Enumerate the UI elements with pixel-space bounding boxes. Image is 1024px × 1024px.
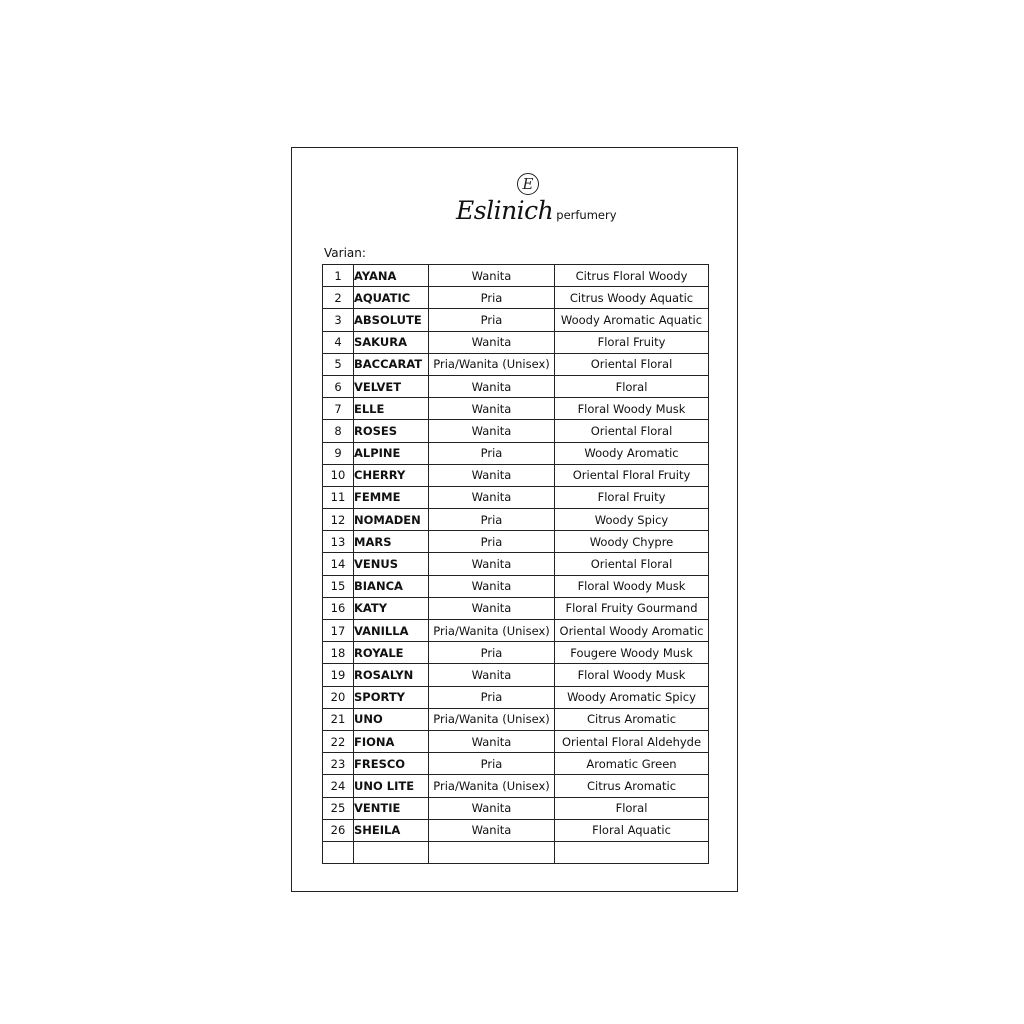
variant-number: 10 — [323, 464, 354, 486]
variant-gender: Pria — [429, 509, 555, 531]
variant-gender: Wanita — [429, 331, 555, 353]
table-row — [323, 753, 709, 775]
variant-name: FIONA — [354, 730, 429, 752]
table-row — [323, 597, 709, 619]
table-row — [323, 420, 709, 442]
variant-name: ROYALE — [354, 642, 429, 664]
variant-number: 23 — [323, 753, 354, 775]
table-row — [323, 841, 709, 863]
variant-name: ELLE — [354, 398, 429, 420]
variant-notes: Floral Woody Musk — [555, 575, 709, 597]
variant-number — [323, 841, 354, 863]
variant-notes: Oriental Woody Aromatic — [555, 620, 709, 642]
table-row — [323, 775, 709, 797]
variant-number: 19 — [323, 664, 354, 686]
table-row — [323, 398, 709, 420]
table-row — [323, 442, 709, 464]
table-row — [323, 553, 709, 575]
variant-number: 2 — [323, 287, 354, 309]
variant-number: 6 — [323, 375, 354, 397]
variant-gender: Pria — [429, 442, 555, 464]
variant-gender: Pria/Wanita (Unisex) — [429, 708, 555, 730]
variant-number: 13 — [323, 531, 354, 553]
variant-number: 22 — [323, 730, 354, 752]
variant-name: AQUATIC — [354, 287, 429, 309]
brand-tagline: perfumery — [556, 208, 617, 222]
variant-name: ROSALYN — [354, 664, 429, 686]
variant-number: 1 — [323, 265, 354, 287]
variant-notes: Oriental Floral Fruity — [555, 464, 709, 486]
variant-name: UNO LITE — [354, 775, 429, 797]
table-row — [323, 309, 709, 331]
variant-notes: Floral — [555, 375, 709, 397]
table-row — [323, 642, 709, 664]
variant-gender: Pria — [429, 309, 555, 331]
variant-number: 8 — [323, 420, 354, 442]
variant-notes: Oriental Floral — [555, 353, 709, 375]
variant-name: SHEILA — [354, 819, 429, 841]
variant-name: FRESCO — [354, 753, 429, 775]
variant-notes: Citrus Floral Woody — [555, 265, 709, 287]
variant-notes: Floral Aquatic — [555, 819, 709, 841]
variant-number: 20 — [323, 686, 354, 708]
variant-notes — [555, 841, 709, 863]
table-row — [323, 531, 709, 553]
variant-name: VENUS — [354, 553, 429, 575]
table-row — [323, 287, 709, 309]
variant-number: 26 — [323, 819, 354, 841]
variant-gender: Wanita — [429, 265, 555, 287]
varian-label: Varian: — [324, 246, 366, 260]
variant-number: 24 — [323, 775, 354, 797]
variant-gender: Wanita — [429, 398, 555, 420]
variant-gender: Wanita — [429, 819, 555, 841]
variant-gender: Pria — [429, 686, 555, 708]
variant-name: AYANA — [354, 265, 429, 287]
table-row — [323, 509, 709, 531]
variant-notes: Woody Aromatic Spicy — [555, 686, 709, 708]
variant-number: 18 — [323, 642, 354, 664]
variant-table — [322, 264, 709, 864]
variant-number: 25 — [323, 797, 354, 819]
brand-monogram-icon: E — [517, 173, 539, 195]
variant-gender: Pria/Wanita (Unisex) — [429, 620, 555, 642]
table-row — [323, 353, 709, 375]
variant-notes: Fougere Woody Musk — [555, 642, 709, 664]
variant-name: VANILLA — [354, 620, 429, 642]
variant-name: VELVET — [354, 375, 429, 397]
variant-name: ABSOLUTE — [354, 309, 429, 331]
variant-name: VENTIE — [354, 797, 429, 819]
variant-number: 15 — [323, 575, 354, 597]
variant-gender: Wanita — [429, 375, 555, 397]
variant-name: UNO — [354, 708, 429, 730]
variant-gender: Pria — [429, 287, 555, 309]
table-row — [323, 575, 709, 597]
table-row — [323, 686, 709, 708]
variant-name: BIANCA — [354, 575, 429, 597]
table-row — [323, 664, 709, 686]
brand-name: Eslinich — [456, 196, 554, 225]
variant-gender: Wanita — [429, 797, 555, 819]
variant-number: 14 — [323, 553, 354, 575]
variant-notes: Oriental Floral — [555, 420, 709, 442]
variant-name: FEMME — [354, 486, 429, 508]
variant-notes: Woody Spicy — [555, 509, 709, 531]
variant-number: 4 — [323, 331, 354, 353]
table-row — [323, 730, 709, 752]
variant-number: 11 — [323, 486, 354, 508]
variant-notes: Aromatic Green — [555, 753, 709, 775]
variant-number: 12 — [323, 509, 354, 531]
variant-notes: Floral Fruity — [555, 486, 709, 508]
variant-notes: Woody Aromatic — [555, 442, 709, 464]
variant-notes: Oriental Floral — [555, 553, 709, 575]
variant-name: BACCARAT — [354, 353, 429, 375]
variant-notes: Floral — [555, 797, 709, 819]
variant-notes: Floral Fruity — [555, 331, 709, 353]
variant-name: SPORTY — [354, 686, 429, 708]
variant-notes: Citrus Woody Aquatic — [555, 287, 709, 309]
variant-gender: Pria/Wanita (Unisex) — [429, 775, 555, 797]
variant-gender: Pria — [429, 753, 555, 775]
variant-gender: Wanita — [429, 730, 555, 752]
variant-gender: Pria — [429, 531, 555, 553]
variant-notes: Floral Woody Musk — [555, 398, 709, 420]
variant-gender: Pria/Wanita (Unisex) — [429, 353, 555, 375]
variant-notes: Floral Fruity Gourmand — [555, 597, 709, 619]
variant-number: 21 — [323, 708, 354, 730]
variant-gender: Wanita — [429, 553, 555, 575]
table-row — [323, 819, 709, 841]
variant-gender — [429, 841, 555, 863]
variant-number: 3 — [323, 309, 354, 331]
table-row — [323, 486, 709, 508]
variant-name — [354, 841, 429, 863]
brand-logo — [456, 196, 616, 228]
variant-name: ALPINE — [354, 442, 429, 464]
variant-notes: Floral Woody Musk — [555, 664, 709, 686]
table-row — [323, 708, 709, 730]
variant-gender: Pria — [429, 642, 555, 664]
variant-gender: Wanita — [429, 575, 555, 597]
table-row — [323, 375, 709, 397]
variant-notes: Woody Aromatic Aquatic — [555, 309, 709, 331]
variant-gender: Wanita — [429, 464, 555, 486]
variant-name: NOMADEN — [354, 509, 429, 531]
variant-number: 9 — [323, 442, 354, 464]
variant-name: CHERRY — [354, 464, 429, 486]
variant-number: 17 — [323, 620, 354, 642]
table-row — [323, 797, 709, 819]
variant-number: 7 — [323, 398, 354, 420]
variant-name: ROSES — [354, 420, 429, 442]
variant-name: SAKURA — [354, 331, 429, 353]
variant-notes: Woody Chypre — [555, 531, 709, 553]
table-row — [323, 331, 709, 353]
table-row — [323, 464, 709, 486]
variant-gender: Wanita — [429, 420, 555, 442]
variant-number: 16 — [323, 597, 354, 619]
variant-notes: Citrus Aromatic — [555, 708, 709, 730]
variant-gender: Wanita — [429, 664, 555, 686]
table-row — [323, 265, 709, 287]
variant-number: 5 — [323, 353, 354, 375]
variant-notes: Citrus Aromatic — [555, 775, 709, 797]
variant-gender: Wanita — [429, 597, 555, 619]
variant-name: MARS — [354, 531, 429, 553]
variant-notes: Oriental Floral Aldehyde — [555, 730, 709, 752]
variant-gender: Wanita — [429, 486, 555, 508]
variant-name: KATY — [354, 597, 429, 619]
table-row — [323, 620, 709, 642]
